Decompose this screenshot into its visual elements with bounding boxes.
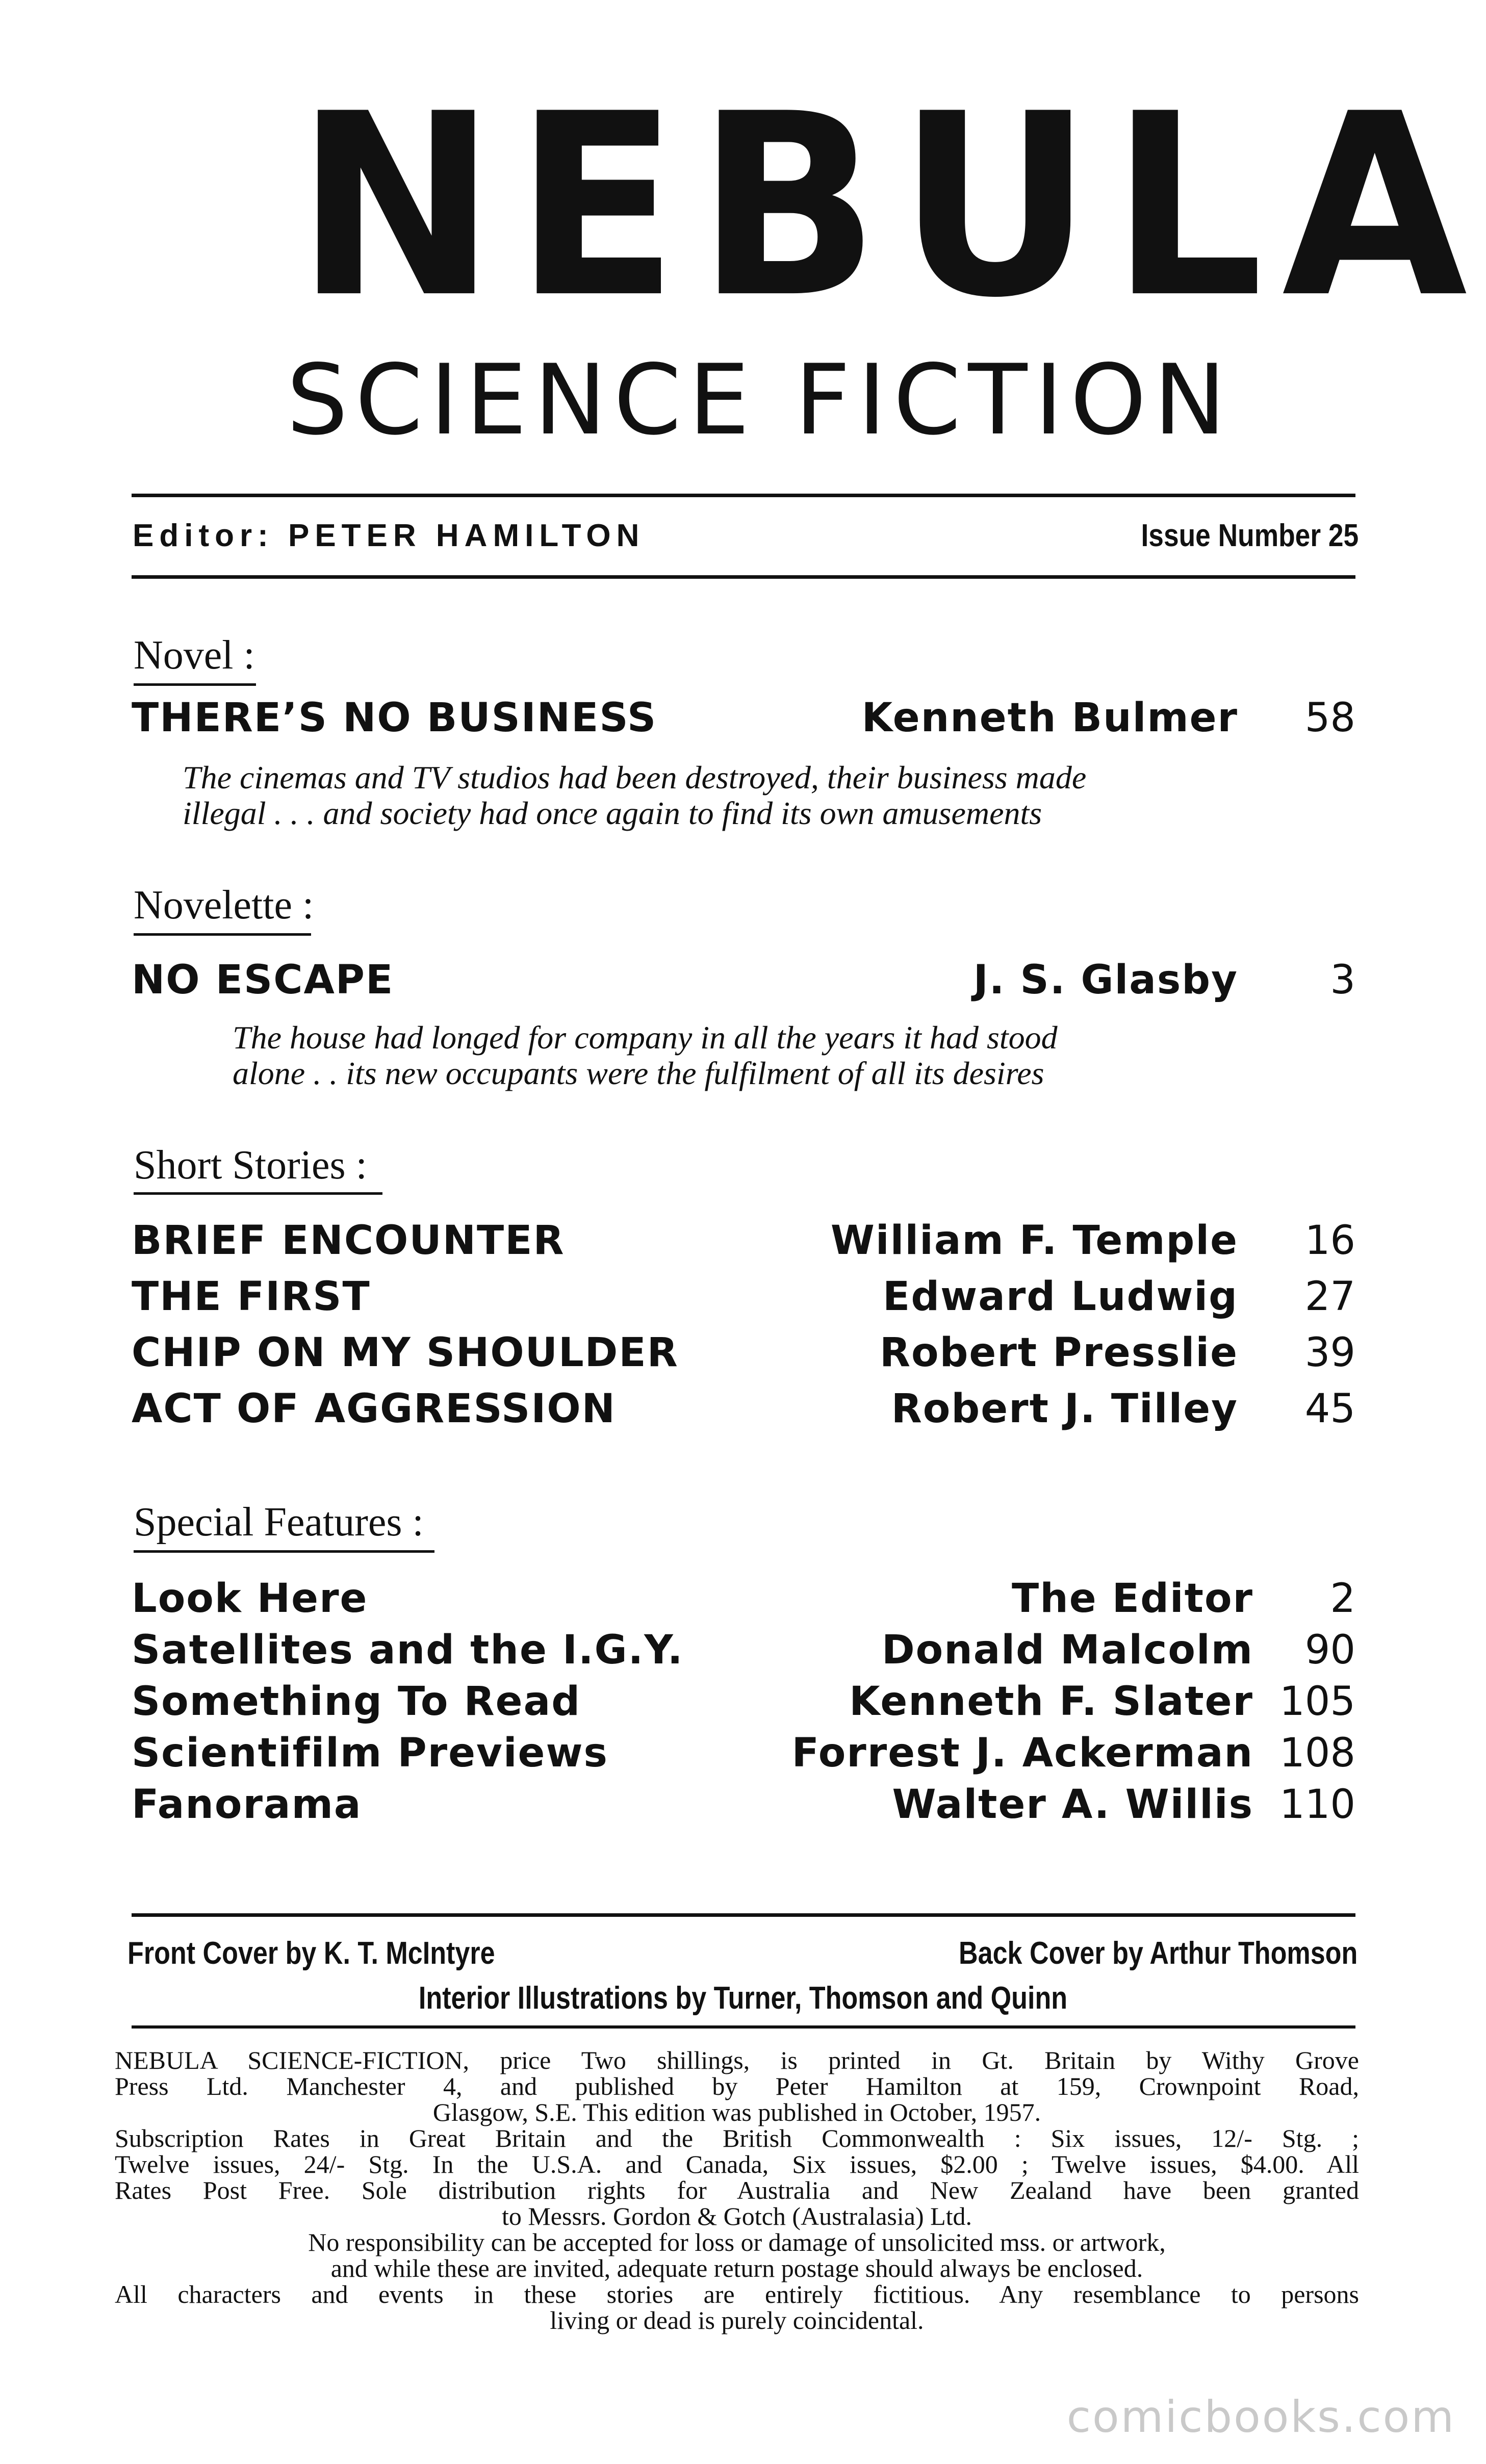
story-entry: [132, 1271, 1355, 1322]
front-cover-credit: Front Cover by K. T. McIntyre: [127, 1936, 495, 1971]
imprint-line: Rates Post Free. Sole distribution rights for Australia and New Zealand have been granted: [115, 2176, 1359, 2204]
section-heading-novel: Novel :: [134, 633, 255, 678]
feature-author: Forrest J. Ackerman: [791, 1730, 1253, 1776]
imprint-line: living or dead is purely coincidental.: [550, 2306, 924, 2334]
blurb-line: The house had longed for company in all the years it had stood: [233, 1019, 1058, 1056]
page-number: 105: [1279, 1679, 1355, 1725]
page-number: 45: [1304, 1386, 1355, 1432]
story-blurb: [233, 1020, 1058, 1091]
editor-credit: Editor: PETER HAMILTON: [133, 518, 645, 553]
heading-underline: [134, 933, 311, 936]
issue-number: Issue Number 25: [1141, 518, 1359, 553]
page-number: 16: [1304, 1218, 1355, 1264]
story-author: Robert J. Tilley: [891, 1386, 1238, 1432]
feature-author: Donald Malcolm: [881, 1627, 1253, 1673]
story-entry: [132, 1215, 1355, 1266]
heading-underline: [134, 683, 256, 686]
page-number: 110: [1279, 1782, 1355, 1828]
imprint-line: Twelve issues, 24/- Stg. In the U.S.A. and Canada, Six issues, $2.00 ; Twelve issues, $4.00. All: [115, 2150, 1359, 2178]
story-author: Kenneth Bulmer: [861, 695, 1238, 741]
story-title: CHIP ON MY SHOULDER: [132, 1330, 679, 1376]
page-number: 58: [1304, 695, 1355, 741]
feature-entry: [132, 1676, 1355, 1727]
credits-top-rule: [132, 1913, 1355, 1917]
imprint-line: to Messrs. Gordon & Gotch (Australasia) Ltd.: [501, 2202, 972, 2230]
story-title: NO ESCAPE: [132, 957, 394, 1003]
editor-top-rule: [132, 494, 1355, 497]
feature-title: Fanorama: [132, 1782, 362, 1828]
feature-author: Kenneth F. Slater: [849, 1679, 1253, 1725]
feature-entry: [132, 1779, 1355, 1830]
imprint-line: Subscription Rates in Great Britain and the British Commonwealth : Six issues, 12/- Stg. ;: [115, 2124, 1359, 2152]
feature-title: Something To Read: [132, 1679, 581, 1725]
story-entry: [132, 955, 1355, 1006]
page-number: 27: [1304, 1274, 1355, 1320]
magazine-subtitle: SCIENCE FICTION: [286, 344, 1234, 456]
story-entry: [132, 1327, 1355, 1378]
blurb-line: alone . . its new occupants were the fulfilment of all its desires: [233, 1055, 1044, 1091]
feature-title: Satellites and the I.G.Y.: [132, 1627, 684, 1673]
feature-entry: [132, 1728, 1355, 1779]
story-author: J. S. Glasby: [973, 957, 1238, 1003]
feature-title: Scientifilm Previews: [132, 1730, 608, 1776]
site-watermark: comicbooks.com: [1066, 2392, 1455, 2443]
blurb-line: The cinemas and TV studios had been destroyed, their business made: [183, 759, 1087, 795]
publication-imprint: [115, 2047, 1359, 2333]
imprint-line: No responsibility can be accepted for loss or damage of unsolicited mss. or artwork,: [308, 2228, 1166, 2256]
story-author: William F. Temple: [830, 1218, 1238, 1264]
story-title: ACT OF AGGRESSION: [132, 1386, 616, 1432]
story-title: THERE’S NO BUSINESS: [132, 695, 657, 741]
back-cover-credit: Back Cover by Arthur Thomson: [958, 1936, 1357, 1971]
feature-entry: [132, 1625, 1355, 1676]
interior-illustrations-credit: Interior Illustrations by Turner, Thomson and Quinn: [418, 1981, 1068, 2016]
imprint-line: Glasgow, S.E. This edition was published in October, 1957.: [432, 2098, 1041, 2126]
imprint-line: and while these are invited, adequate return postage should always be enclosed.: [330, 2254, 1143, 2282]
credits-bottom-rule: [132, 2025, 1355, 2029]
page-number: 108: [1279, 1730, 1355, 1776]
story-title: BRIEF ENCOUNTER: [132, 1218, 565, 1264]
blurb-line: illegal . . . and society had once again to find its own amusements: [183, 795, 1042, 831]
imprint-line: All characters and events in these stories are entirely fictitious. Any resemblance to persons: [115, 2280, 1359, 2308]
story-entry: [132, 1383, 1355, 1434]
story-author: Robert Presslie: [879, 1330, 1238, 1376]
editor-bottom-rule: [132, 575, 1355, 579]
section-heading-novelette: Novelette :: [134, 883, 314, 928]
story-blurb: [183, 760, 1086, 831]
imprint-line: NEBULA SCIENCE-FICTION, price Two shillings, is printed in Gt. Britain by Withy Grove: [115, 2046, 1359, 2074]
imprint-line: Press Ltd. Manchester 4, and published by Peter Hamilton at 159, Crownpoint Road,: [115, 2072, 1359, 2100]
feature-author: Walter A. Willis: [892, 1782, 1253, 1828]
story-entry: [132, 692, 1355, 743]
heading-underline: [134, 1550, 434, 1553]
story-author: Edward Ludwig: [883, 1274, 1238, 1320]
feature-title: Look Here: [132, 1576, 368, 1622]
page-number: 2: [1330, 1576, 1355, 1622]
story-title: THE FIRST: [132, 1274, 371, 1320]
magazine-title: NEBULA: [296, 60, 1486, 353]
page-number: 3: [1330, 957, 1355, 1003]
feature-author: The Editor: [1012, 1576, 1253, 1622]
feature-entry: [132, 1573, 1355, 1624]
page-number: 39: [1304, 1330, 1355, 1376]
section-heading-short-stories: Short Stories :: [134, 1143, 367, 1188]
heading-underline: [134, 1192, 382, 1195]
section-heading-special-features: Special Features :: [134, 1500, 424, 1545]
page-number: 90: [1304, 1627, 1355, 1673]
